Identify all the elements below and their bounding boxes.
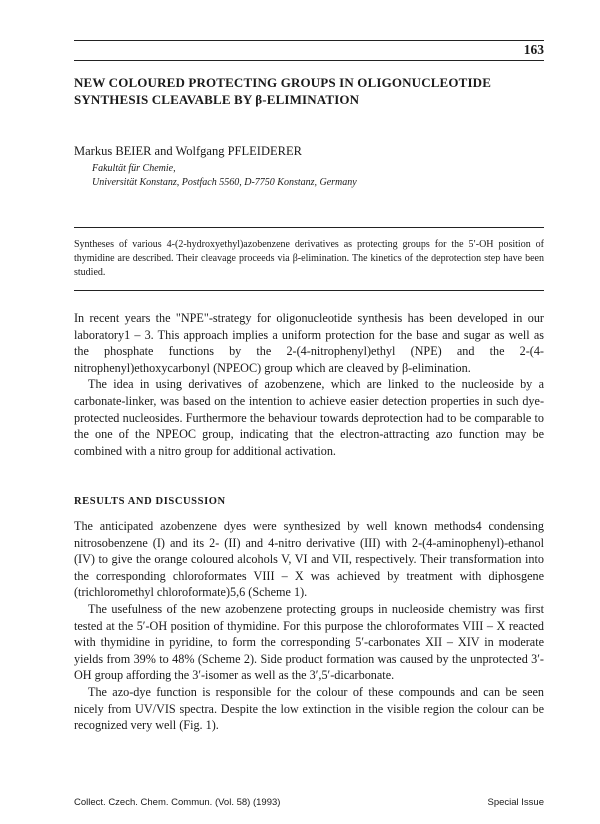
introduction <box>74 310 544 459</box>
title-line-1: NEW COLOURED PROTECTING GROUPS IN OLIGONUCLEOTIDE <box>74 75 492 90</box>
authors: Markus BEIER and Wolfgang PFLEIDERER <box>74 144 302 158</box>
issue-label: Special Issue <box>487 797 544 808</box>
paper-title <box>74 74 544 108</box>
abstract-top-rule <box>74 227 544 228</box>
results-paragraph-2: The usefulness of the new azobenzene protecting groups in nucleoside chemistry was first tested at the 5′-OH position of thymidine. For this purpose the chloroformates VIII – X reacted with thymidine in pyridine, to form the corresponding 5′-carbonates XII – XIV in moderate yields from 39% to 48% (Scheme 2). Side product formation was caused by the unprotected 3′-OH group affording the 3′-isomer as well as the 3′,5′-dicarbonate. <box>74 601 544 683</box>
results-section <box>74 518 544 734</box>
header-rule <box>74 60 544 61</box>
intro-paragraph-1: In recent years the "NPE"-strategy for oligonucleotide synthesis has been developed in our laboratory1 – 3. This approach implies a uniform protection for the base and sugar as well as the phosphate functions by the 2-(4-nitrophenyl)ethyl (NPE) and the 2-(4-nitrophenyl)ethoxycarbonyl (NPEOC) group which are cleaved by β-elimination. <box>74 311 544 375</box>
affiliation <box>92 162 357 190</box>
section-heading: RESULTS AND DISCUSSION <box>74 496 226 507</box>
page-number: 163 <box>523 42 544 57</box>
intro-paragraph-2: The idea in using derivatives of azobenzene, which are linked to the nucleoside by a carbonate-linker, was based on the intention to achieve easier detection properties in such dye-protected nucleosides. Furthermore the behaviour towards deprotection had to be comparable to the one of the NPEOC group, indicating that the electron-attracting azo function may be combined with a nitro group for additional activation. <box>74 377 544 458</box>
results-paragraph-1: The anticipated azobenzene dyes were synthesized by well known methods4 condensing nitrosobenzene (I) and its 2- (II) and 4-nitro derivative (III) with 2-(4-aminophenyl)-ethanol (IV) to give the orange coloured alcohols V, VI and VII, respectively. Their transformation into the corresponding chloroformates VIII – X was achieved by treatment with diphosgene (trichloromethyl chloroformate)5,6 (Scheme 1). <box>74 519 544 600</box>
results-paragraph-3: The azo-dye function is responsible for the colour of these compounds and can be seen nicely from UV/VIS spectra. Despite the low extinction in the visible region the colour can be recognized very well (Fig. 1). <box>74 684 544 733</box>
title-line-2: SYNTHESIS CLEAVABLE BY β-ELIMINATION <box>74 92 360 107</box>
affiliation-line-2: Universität Konstanz, Postfach 5560, D-7750 Konstanz, Germany <box>92 177 357 188</box>
top-rule <box>74 40 544 41</box>
page-footer <box>74 797 544 808</box>
affiliation-line-1: Fakultät für Chemie, <box>92 163 176 174</box>
abstract-bottom-rule <box>74 290 544 291</box>
abstract: Syntheses of various 4-(2-hydroxyethyl)azobenzene derivatives as protecting groups for the 5′-OH position of thymidine are described. Their cleavage proceeds via β-elimination. The kinetics of the deprotection step have been studied. <box>74 239 544 278</box>
journal-citation: Collect. Czech. Chem. Commun. (Vol. 58) (1993) <box>74 797 281 808</box>
